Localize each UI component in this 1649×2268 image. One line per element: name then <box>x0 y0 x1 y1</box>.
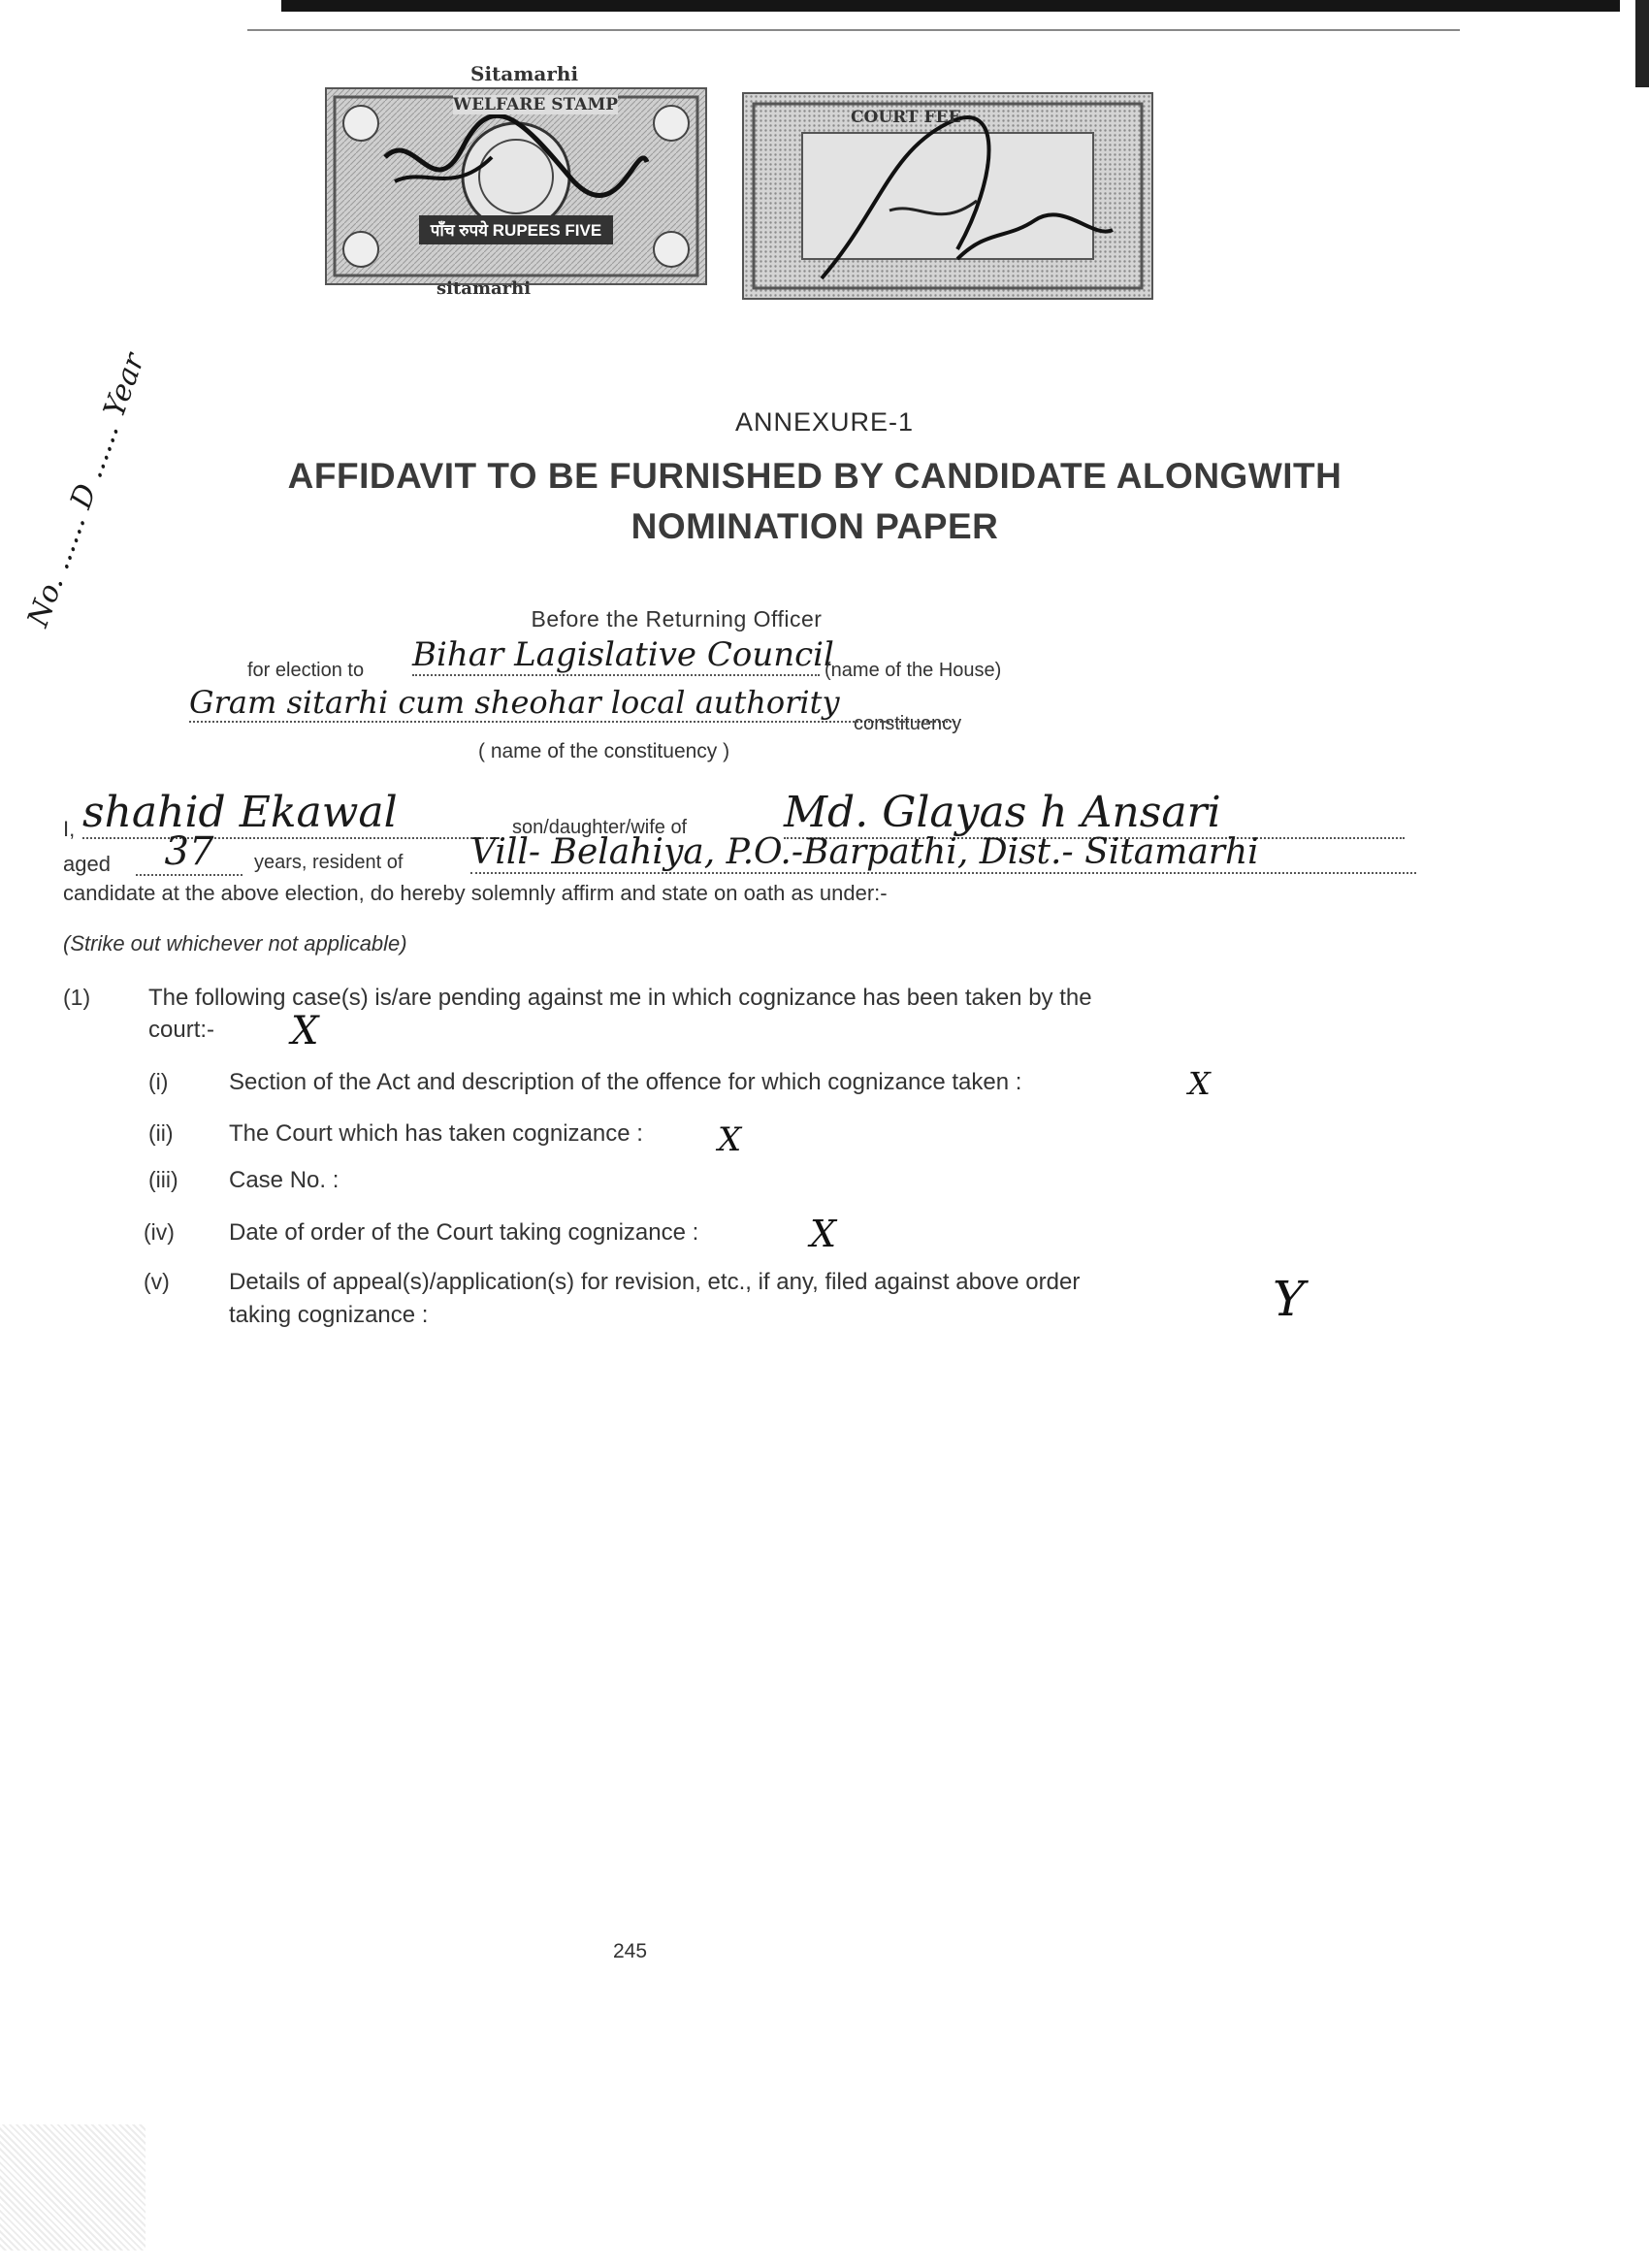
before-returning-officer: Before the Returning Officer <box>531 606 823 632</box>
title-line-1: AFFIDAVIT TO BE FURNISHED BY CANDIDATE ALONGWITH <box>287 456 1342 496</box>
subitem-ii-text: The Court which has taken cognizance : <box>229 1120 643 1147</box>
stamp-caption-bottom: sitamarhi <box>436 278 532 299</box>
annexure-label: ANNEXURE-1 <box>734 407 915 437</box>
scan-noise-bottom-left <box>0 2124 146 2251</box>
item-1-text: The following case(s) is/are pending against me in which cognizance has been taken by the <box>148 985 1092 1011</box>
stamp-value-english: RUPEES FIVE <box>492 221 602 240</box>
welfare-stamp <box>325 87 707 285</box>
subitem-v-text-2: taking cognizance : <box>229 1302 429 1328</box>
constituency-value: Gram sitarhi cum sheohar local authority <box>189 684 955 723</box>
strike-note: (Strike out whichever not applicable) <box>63 931 407 956</box>
age-value: 37 <box>136 829 242 876</box>
relation-label: son/daughter/wife of <box>512 817 688 838</box>
subitem-v-number: (v) <box>144 1269 170 1294</box>
scan-right-edge <box>1635 0 1649 87</box>
constituency-suffix: constituency <box>854 713 962 734</box>
subitem-iv-strike-mark: X <box>810 1213 837 1255</box>
subitem-i-strike-mark: X <box>1188 1065 1211 1102</box>
subitem-iii-text: Case No. : <box>229 1167 340 1193</box>
constituency-caption: ( name of the constituency ) <box>478 740 730 762</box>
stamp-value-hindi: पाँच रुपये <box>430 221 489 240</box>
subitem-iv-number: (iv) <box>144 1219 175 1245</box>
election-prefix: for election to <box>247 660 365 681</box>
court-fee-label: COURT FEE <box>851 108 961 127</box>
subitem-ii-number: (ii) <box>148 1120 174 1146</box>
election-house-value: Bihar Lagislative Council <box>412 635 834 674</box>
court-fee-stamp <box>742 92 1153 300</box>
subitem-i-number: (i) <box>148 1069 169 1094</box>
deponent-i: I, <box>63 817 76 841</box>
stamp-header: WELFARE STAMP <box>453 95 619 114</box>
subitem-ii-strike-mark: X <box>718 1120 742 1159</box>
affirm-text: candidate at the above election, do hereby solemnly affirm and state on oath as under:- <box>63 881 888 905</box>
item-1-number: (1) <box>63 985 91 1010</box>
subitem-iii-number: (iii) <box>148 1167 178 1192</box>
scan-top-line <box>247 29 1460 31</box>
election-suffix: (name of the House) <box>824 660 1002 681</box>
deponent-name: shahid Ekawal <box>82 788 500 839</box>
address-value: Vill- Belahiya, P.O.-Barpathi, Dist.- Sitamarhi <box>470 832 1416 874</box>
scan-top-edge <box>281 0 1620 12</box>
father-name: Md. Glayas h Ansari <box>784 788 1405 839</box>
subitem-v-text: Details of appeal(s)/application(s) for revision, etc., if any, filed against above order <box>229 1269 1081 1295</box>
welfare-stamp-graphic <box>327 89 705 283</box>
stamp-value <box>424 218 608 241</box>
resident-label: years, resident of <box>254 852 404 873</box>
item-1-strike-mark: X <box>291 1009 319 1053</box>
subitem-iv-text: Date of order of the Court taking cognizance : <box>229 1219 699 1246</box>
title-line-2: NOMINATION PAPER <box>630 506 999 546</box>
subitem-i-text: Section of the Act and description of the offence for which cognizance taken : <box>229 1069 1022 1095</box>
page-number: 245 <box>613 1940 648 1962</box>
item-1-text-2: court:- <box>148 1017 215 1043</box>
stamp-caption-top: Sitamarhi <box>470 62 579 85</box>
aged-label: aged <box>63 852 111 876</box>
margin-note: No. ...... D ...... Year <box>20 348 152 632</box>
subitem-v-strike-mark: Y <box>1273 1271 1306 1327</box>
